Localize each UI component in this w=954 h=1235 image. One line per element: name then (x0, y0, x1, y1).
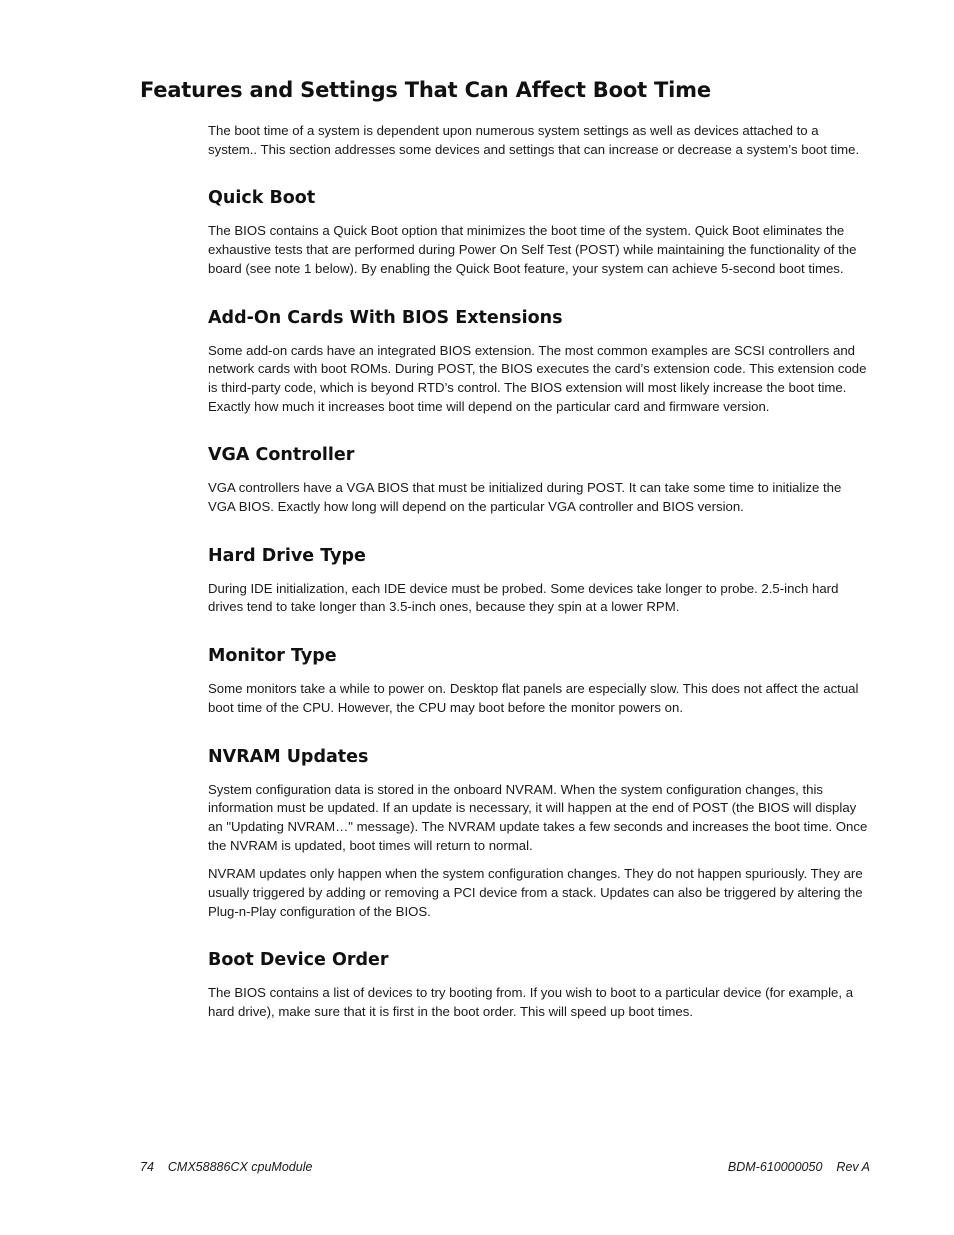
paragraph-nvram-updates-2: NVRAM updates only happen when the system configuration changes. They do not happen spuriously. They are usually triggered by adding or removing a PCI device from a stack. Updates can also be triggered by altering the Plug-n-Play configuration of the BIOS. (208, 866, 863, 919)
section-heading-nvram-updates: NVRAM Updates (208, 746, 369, 767)
paragraph-vga-controller: VGA controllers have a VGA BIOS that must be initialized during POST. It can take some time to initialize the VGA BIOS. Exactly how long will depend on the particular VGA controller and BIOS version. (208, 480, 842, 515)
document-id: BDM-610000050 (727, 1160, 823, 1174)
paragraph-add-on-cards: Some add-on cards have an integrated BIOS extension. The most common examples are SCSI controllers and network cards with boot ROMs. During POST, the BIOS executes the card’s extension code. This extension code is third-party code, which is beyond RTD’s control. The BIOS extension will most likely increase the boot time. Exactly how much it increases boot time will depend on the particular card and firmware version. (208, 342, 867, 414)
intro-paragraph: The boot time of a system is dependent upon numerous system settings as well as devices attached to a system.. This section addresses some devices and settings that can increase or decrease a system’s boot time. (208, 123, 860, 157)
paragraph-quick-boot: The BIOS contains a Quick Boot option that minimizes the boot time of the system. Quick Boot eliminates the exhaustive tests that are performed during Power On Self Test (POST) while maintaining the functionality of the board (see note 1 below). By enabling the Quick Boot feature, your system can achieve 5-second boot times. (208, 223, 857, 276)
document-body (208, 122, 870, 1022)
section-heading-vga-controller: VGA Controller (208, 445, 355, 466)
page-title: Features and Settings That Can Affect Boot Time (140, 78, 711, 102)
revision-label: Rev A (836, 1160, 870, 1174)
footer-left (140, 1160, 312, 1174)
section-heading-boot-device-order: Boot Device Order (208, 950, 389, 971)
paragraph-monitor-type: Some monitors take a while to power on. Desktop flat panels are especially slow. This does not affect the actual boot time of the CPU. However, the CPU may boot before the monitor powers on. (208, 681, 859, 715)
section-heading-quick-boot: Quick Boot (208, 188, 316, 209)
paragraph-nvram-updates-1: System configuration data is stored in the onboard NVRAM. When the system configuration changes, this information must be updated. If an update is necessary, it will happen at the end of POST (the BIOS will display an "Updating NVRAM…" message). The NVRAM update takes a few seconds and increases the boot time. Once the NVRAM is updated, boot times will return to normal. (208, 781, 868, 853)
section-heading-add-on-cards: Add-On Cards With BIOS Extensions (208, 307, 563, 328)
section-heading-hard-drive-type: Hard Drive Type (208, 545, 366, 566)
page-number: 74 (140, 1160, 154, 1174)
section-heading-monitor-type: Monitor Type (208, 646, 337, 667)
paragraph-boot-device-order: The BIOS contains a list of devices to try booting from. If you wish to boot to a particular device (for example, a hard drive), make sure that it is first in the boot order. This will speed up boot times. (208, 985, 854, 1020)
product-name: CMX58886CX cpuModule (167, 1160, 313, 1174)
footer-right (728, 1160, 870, 1174)
paragraph-hard-drive-type: During IDE initialization, each IDE device must be probed. Some devices take longer to probe. 2.5-inch hard drives tend to take longer than 3.5-inch ones, because they spin at a lower RPM. (208, 580, 839, 615)
